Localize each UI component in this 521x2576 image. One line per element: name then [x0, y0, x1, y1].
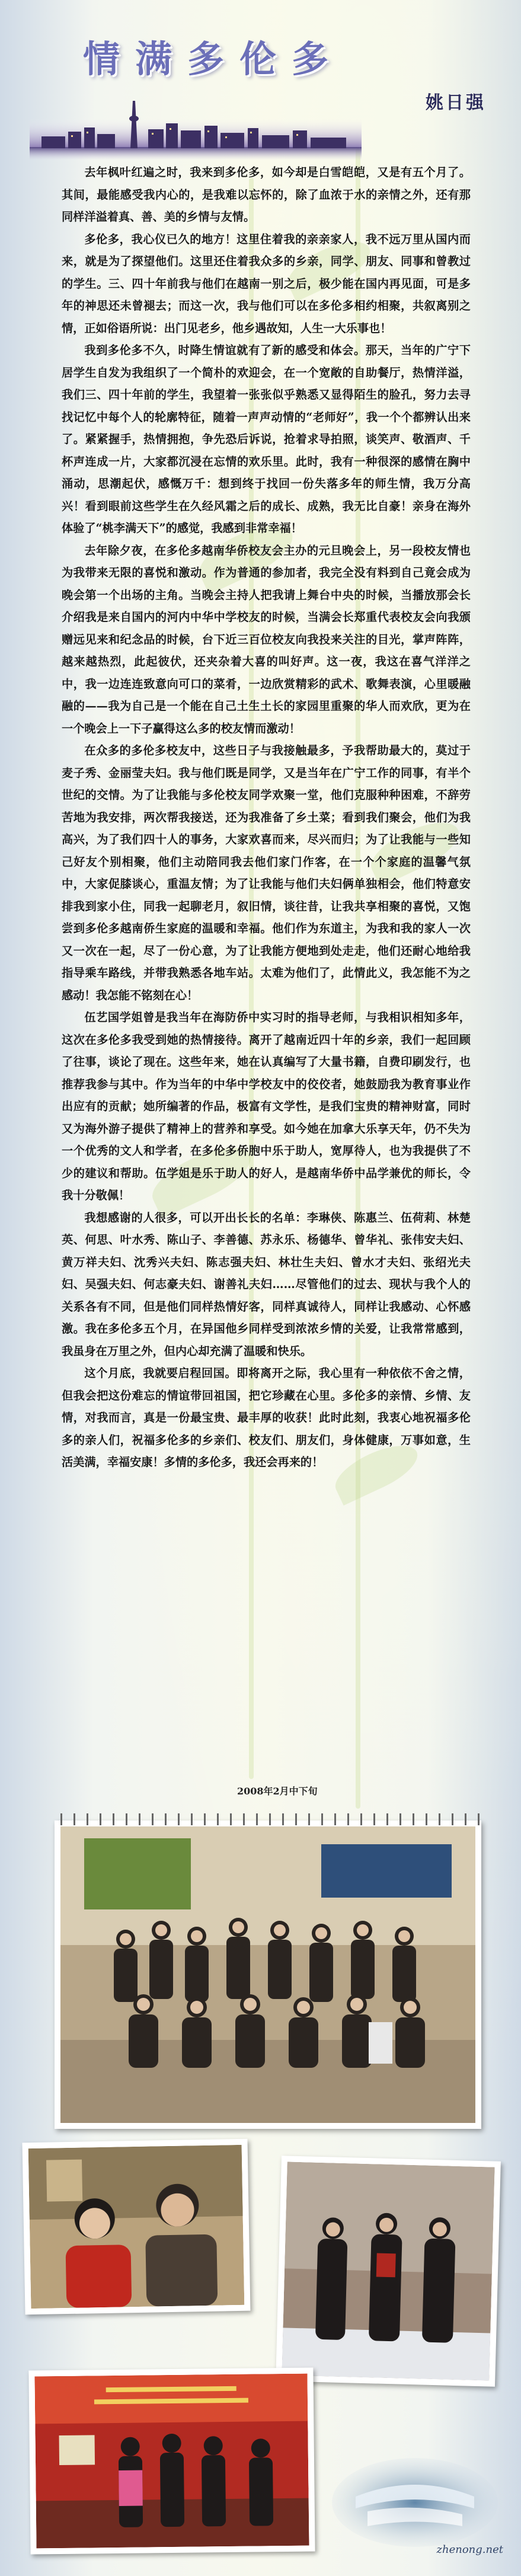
header [30, 18, 498, 154]
three-men-photo-image [282, 2161, 494, 2380]
group-photo-image [60, 1826, 475, 2123]
article-paragraph: 在众多的多伦多校友中，这些日子与我接触最多，予我帮助最大的，莫过于麦子秀、金丽莹夫妇。我与他们既是同学，又是当年在广宁工作的同事，有半个世纪的交情。为了让我能与多伦校友同学欢聚一堂，他们克服种种困难，不辞劳苦地为我安排，两次帮我接送，还为我准备了乡土菜；看到我们聚会，他们为我高兴，为了我们四十人的事务，大家欢喜而来，尽兴而归；为了让我能与一些知己好友个别相聚，他们主动陪同我去他们家门作客，在一个个家庭的温馨气氛中，大家促膝谈心，重温友情；为了让我能与他们夫妇俩单独相会，他们特意安排我到家小住，同我一起聊老月，叙旧情，谈往昔，让我共享相聚的喜悦，又饱尝到多伦多越南侨生家庭的温暖和幸福。他们作为东道主，为我和我的家人一次又一次在一起，尽了一份心意，为了让我能方便地到处走走，他们还耐心地给我指导乘车路线，并带我熟悉各地车站。太难为他们了，此情此义，我怎能不为之感动！我怎能不铭刻在心！ [62, 744, 471, 1002]
waterfall-decoration [332, 2455, 498, 2550]
couple-photo-image [28, 2145, 245, 2309]
article-paragraph: 我想感谢的人很多，可以开出长长的名单：李琳侠、陈惠兰、伍荷莉、林楚英、何思、叶水秀、陈山子、李善德、苏永乐、杨德华、曾华礼、张伟安夫妇、黄万祥夫妇、沈秀兴夫妇、陈志强夫妇、林壮生夫妇、曾水才夫妇、张绍光夫妇、吴强夫妇、何志豪夫妇、谢善礼夫妇……尽管他们的过去、现状与我个人的关系各有不同，但是他们同样热情好客，同样真诚待人，同样让我感动、心怀感激。我在多伦多五个月，在异国他乡同样受到浓浓乡情的关爱，让我常常感到，我虽身在万里之外，但内心却充满了温暖和快乐。 [62, 1210, 471, 1358]
site-caption: zhenong.net [436, 2543, 503, 2556]
calendar-spiral-decoration [55, 1813, 481, 1825]
city-skyline-banner [30, 95, 362, 160]
group-photo [55, 1821, 481, 2129]
ceremony-photo-image [34, 2374, 309, 2549]
article-paragraph: 去年枫叶红遍之时，我来到多伦多，如今却是白雪皑皑，又是有五个月了。其间，最能感受我内心的，是我难以忘怀的，除了血浓于水的亲情之外，还有那同样洋溢着真、善、美的乡情与友情。 [62, 165, 471, 224]
author-name: 姚日强 [426, 93, 486, 113]
ceremony-photo [28, 2367, 315, 2554]
article-date: 2008年2月中下旬 [237, 1786, 318, 1797]
article-paragraph: 这个月底，我就要启程回国。即将离开之际，我心里有一种依依不舍之情，但我会把这份难忘的情谊带回祖国，把它珍藏在心里。多伦多的亲情、乡情、友情，对我而言，真是一份最宝贵、最丰厚的收获！此时此刻，我衷心地祝福多伦多的亲人们，祝福多伦多的乡亲们、校友们、朋友们，身体健康，万事如意，生活美满，幸福安康！多情的多伦多，我还会再来的！ [62, 1366, 471, 1469]
article-paragraph: 去年除夕夜，在多伦多越南华侨校友会主办的元旦晚会上，另一段校友情也为我带来无限的喜悦和激动。作为普通的参加者，我完全没有料到自己竟会成为晚会第一个出场的主角。当晚会主持人把我请上舞台中央的时候，当播放那会长介绍我是来自国内的河内中华中学校友的时候，当满会长郑重代表校友会向我颁赠远见来和纪念品的时候，台下近三百位校友向我投来关注的目光，掌声阵阵，越来越热烈，此起彼伏，还夹杂着大喜的叫好声。这一夜，我这在喜气洋洋之中，我一边连连致意向可口的菜肴，一边欣赏精彩的武术、歌舞表演，心里暖融融的——我为自己是一个能在自己土生土长的家园里重聚的华人而欢欣，更为在一个晚会上一下子赢得这么多的校友情而激动！ [62, 543, 471, 735]
three-men-photo [276, 2156, 501, 2387]
article-body [62, 161, 471, 1474]
couple-photo [22, 2139, 250, 2315]
article-paragraph: 伍艺国学姐曾是我当年在海防侨中实习时的指导老师，与我相识相知多年，这次在多伦多我受到她的热情接待。离开了越南近四十年的乡亲，我们一起回顾了往事，谈论了现在。这些年来，她在认真编写了大量书籍，自费印刷发行，也推荐我参与其中。作为当年的中华中学校友中的佼佼者，她鼓励我为教育事业作出应有的贡献；她所编著的作品，极富有文学性，是我们宝贵的精神财富，同时又为海外游子提供了精神上的营养和享受。如今她在加拿大乐享天年，仍不失为一个优秀的文人和学者，在多伦多侨胞中乐于助人，宽厚待人，也为我提供了不少的建议和帮助。伍学姐是乐于助人的好人，是越南华侨中品学兼优的师长，令我十分敬佩！ [62, 1010, 471, 1202]
article-paragraph: 多伦多，我心仪已久的地方！这里住着我的亲亲家人，我不远万里从国内而来，就是为了探望他们。这里还住着我众多的乡亲，同学、朋友、同事和曾教过的学生。三、四十年前我与他们在越南一别之后，极少能在国内再见面，可是多年的神思还未曾褪去；而这一次，我与他们可以在多伦多相约相聚，共叙离别之情，正如俗语所说：出门见老乡，他乡遇故知，人生一大乐事也！ [62, 232, 471, 335]
article-paragraph: 我到多伦多不久，时降生情谊就有了新的感受和体会。那天，当年的广宁下居学生自发为我组织了一个简朴的欢迎会，在一个宽敞的自助餐厅，热情洋溢，我们三、四十年前的学生，我望着一张张似乎熟悉又显得陌生的脸孔，努力去寻找记忆中每个人的轮廓特征，随着一声声动情的“老师好”，我一个个都辨认出来了。紧紧握手，热情拥抱，争先恐后诉说，抢着求导拍照，谈笑声、敬酒声、千杯声连成一片，大家都沉浸在忘情的欢乐里。此时，我有一种很深的感情在胸中涌动，思潮起伏，感慨万千：想到终于找回一份失落多年的师生情，我万分高兴！看到眼前这些学生在久经风霜之后的成长、成熟，我无比自豪！亲身在海外体验了“桃李满天下”的感觉，我感到非常幸福！ [62, 343, 471, 535]
page-title: 情满多伦多 [83, 37, 344, 81]
